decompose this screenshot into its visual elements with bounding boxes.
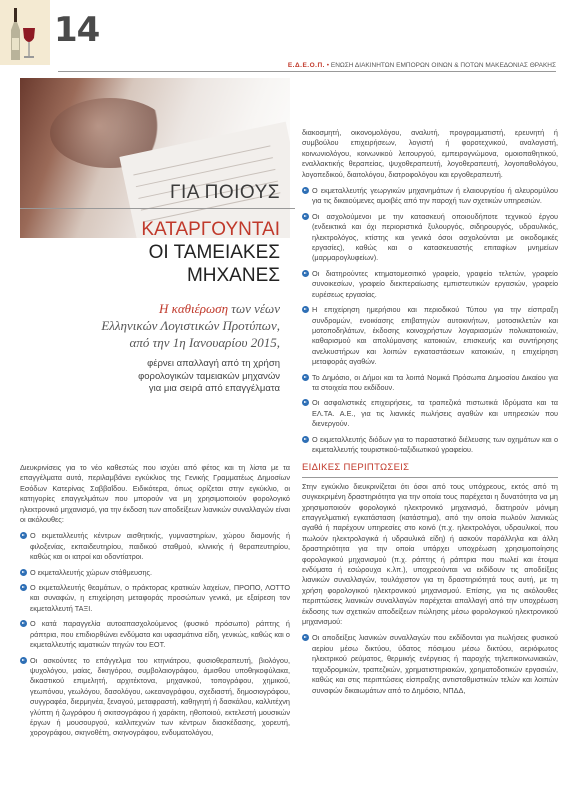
title-line-1: ΚΑΤΑΡΓΟΥΝΤΑΙ <box>141 219 280 240</box>
list-item: Ο εκμεταλλευτής θεαμάτων, ο πράκτορας κρατικών λαχείων, ΠΡΟΠΟ, ΛΟΤΤΟ και συναφών, η επιχείρηση μεταφοράς προσώπων γενικά, με εξαίρεση τον εκμεταλλευτή ΤΑΞΙ. <box>20 583 290 614</box>
list-item: Ο εκμεταλλευτής χώρων στάθμευσης. <box>20 568 290 578</box>
list-item: Ο εκμεταλλευτής διόδων για το παραστατικό διέλευσης των οχημάτων και ο εκμεταλλευτής τουριστικού-ταξιδιωτικού γραφείου. <box>302 435 558 456</box>
list-item: Οι διατηρούντες κτηματομεσιτικό γραφείο, γραφείο τελετών, γραφείο συνοικεσίων, γραφείο διεκπεραίωσης εμπιστευτικών εργασιών, γραφείο ευρέσεως εργασίας. <box>302 269 558 300</box>
wine-bottle-icon <box>10 8 21 60</box>
article-subtitle <box>60 358 280 396</box>
lead-line-3: από την 1η Ιανουαρίου 2015, <box>129 335 280 350</box>
page-number: 14 <box>54 10 100 50</box>
list-item: Οι ασφαλιστικές επιχειρήσεις, τα τραπεζικά πιστωτικά Ιδρύματα και τα ΕΛ.ΤΑ. Α.Ε., για τις λιανικές πωλήσεις αγαθών και υπηρεσιών που διενεργούν. <box>302 398 558 429</box>
org-acronym: Ε.Δ.Ε.Ο.Π. <box>287 62 325 69</box>
lead-line-2: Ελληνικών Λογιστικών Προτύπων, <box>101 318 280 333</box>
lead-highlight: Η καθιέρωση <box>158 301 229 316</box>
wine-logo-box <box>0 0 50 65</box>
subtitle-line-3: για μια σειρά από επαγγέλματα <box>148 383 280 394</box>
list-item: Ο κατά παραγγελία αυτοαπασχολούμενος (φυσικό πρόσωπο) ράπτης ή ράπτρια, που επιδιορθώνει ενδύματα και υφασμάτινα είδη, γενικώς, καθώς και ο εκμεταλλευτής ιαματικών πηγών του ΕΟΤ. <box>20 619 290 650</box>
article-title <box>141 218 280 287</box>
list-item: Οι ασκούντες το επάγγελμα του κτηνιάτρου, φυσιοθεραπευτή, βιολόγου, ψυχολόγου, μαίας, δικηγόρου, συμβολαιογράφου, άμισθου υποθηκοφύλακα, δικαστικού επιμελητή, αρχιτέκτονα, μηχανικού, τοπογράφου, χημικού, γεωπόνου, γεωλόγου, δασολόγου, ωκεανογράφου, σχεδιαστή, δημοσιογράφου, συγγραφέα, διερμηνέα, ξεναγού, μεταφραστή, καθηγητή ή δασκάλου, καλλιτέχνη γλύπτη ή ζωγράφου ή σκιτσογράφου ή χαράκτη, ηθοποιού, εκτελεστή μουσικών έργων ή μουσουργού, καλλιτεχνών των κέντρων διασκέδασης, χορευτή, χορογράφου, σκηνοθέτη, σκηνογράφου, ενδυματολόγου, <box>20 656 290 739</box>
section-paragraph: Στην εγκύκλιο διευκρινίζεται ότι όσοι από τους υπόχρεους, εκτός από τη συγκεκριμένη δραστηριότητα για την οποία τους παρέχεται η δυνατότητα να μη χρησιμοποιούν φορολογικό ηλεκτρονικό μηχανισμό, διατηρούν μόνιμη επαγγελματική εγκατάσταση (κατάστημα), από την οποία πωλούν λιανικώς αγαθά ή παρέχουν υπηρεσίες στο κοινό (π.χ. ηλεκτρολόγοι, υδραυλικοί, που πωλούν ηλεκτρολογικά ή υδραυλικά είδη) ή ασκούν παράλληλα και άλλη δραστηριότητα για την οποία υπάρχει υποχρέωση χρησιμοποίησης φορολογικού μηχανισμού (π.χ. ράπτης ή ράπτρια που πωλεί και έτοιμα ενδύματα ή εσώρουχα κ.λπ.), υποχρεούνται να εκδίδουν τις αποδείξεις λιανικών συναλλαγών, τουλάχιστον για τη δραστηριότητά τους αυτή, με τη χρήση φορολογικού ηλεκτρονικού μηχανισμού. Επίσης, για τις ακόλουθες περιπτώσεις λιανικών συναλλαγών παρέχεται απαλλαγή από την υποχρέωση έκδοσης των σχετικών αποδείξεων πώλησης μέσω φορολογικού ηλεκτρονικού μηχανισμού: <box>302 481 558 627</box>
title-line-2: ΟΙ ΤΑΜΕΙΑΚΕΣ <box>148 242 280 263</box>
running-head <box>288 62 556 69</box>
list-item: Η επιχείρηση ημερήσιου και περιοδικού Τύπου για την είσπραξη συνδρομών, ενοικίασης επιβατηγών αυτοκινήτων, μοτοσικλετών και μοτοποδηλάτων, έκδοσης κοινοχρήστων λογαριασμών πολυκατοικιών, καθαρισμού και απολύμανσης κατοικιών, επισκευής και συντήρησης ανελκυστήρων και λοιπών εγκαταστάσεων κατοικιών, η επιχείρηση μεταφοράς αγαθών. <box>302 305 558 367</box>
list-item: Το Δημόσιο, οι Δήμοι και τα λοιπά Νομικά Πρόσωπα Δημοσίου Δικαίου για τα στοιχεία που εκδίδουν. <box>302 373 558 394</box>
list-item: Ο εκμεταλλευτής κέντρων αισθητικής, γυμναστηρίων, χώρου διαμονής ή φιλοξενίας, εκπαιδευτηρίου, παιδικού σταθμού, κλινικής ή θεραπευτηρίου, καθώς και οι ιατροί και οδοντίατροι. <box>20 531 290 562</box>
right-column <box>302 128 558 701</box>
intro-paragraph: Διευκρινίσεις για το νέο καθεστώς που ισχύει από φέτος και τη λίστα με τα επαγγέλματα αυτά, περιλαμβάνει εγκύκλιος της Γενικής Γραμματέως Δημοσίων Εσόδων Κατερίνας Σαββαΐδου. Ειδικότερα, όπως ορίζεται στην εγκύκλιο, οι κατηγορίες επαγγελμάτων που μπορούν να μη χρησιμοποιούν φορολογικό ηλεκτρονικό μηχανισμό, για την έκδοση των αποδείξεων λιανικών συναλλαγών είναι οι ακόλουθες: <box>20 463 290 525</box>
left-column <box>20 463 290 744</box>
subtitle-line-2: φορολογικών ταμειακών μηχανών <box>138 370 280 382</box>
header-rule <box>58 71 556 72</box>
article-photo <box>20 78 290 238</box>
title-rule <box>20 208 295 209</box>
wine-glass-icon <box>22 28 36 60</box>
article-kicker: ΓΙΑ ΠΟΙΟΥΣ <box>169 182 280 203</box>
separator-dot: • <box>326 62 330 69</box>
lead-line-1b: των νέων <box>231 301 280 316</box>
section-rule <box>302 477 558 478</box>
subtitle-line-1: φέρνει απαλλαγή από τη χρήση <box>147 358 280 369</box>
list-item: Οι ασχολούμενοι με την κατασκευή οποιουδήποτε τεχνικού έργου (ενδεικτικά και όχι περιοριστικά ξυλουργός, σιδηρουργός, υδραυλικός, ηλεκτρολόγος, κτίστης και γενικά όσοι ασχολούνται με οικοδομικές εργασίες), καθώς και ο κατασκευαστής επιταφίων μνημείων (μαρμαρογλυφείων). <box>302 212 558 264</box>
list-item: Ο εκμεταλλευτής γεωργικών μηχανημάτων ή ελαιουργείου ή αλευρομύλου για τις δικαιούμενες αμοιβές από την παροχή των σχετικών υπηρεσιών. <box>302 186 558 207</box>
org-full-name: ΕΝΩΣΗ ΔΙΑΚΙΝΗΤΩΝ ΕΜΠΟΡΩΝ ΟΙΝΩΝ & ΠΟΤΩΝ ΜΑΚΕΔΟΝΙΑΣ ΘΡΑΚΗΣ <box>330 62 556 69</box>
article-lead <box>10 300 280 351</box>
list-item: Οι αποδείξεις λιανικών συναλλαγών που εκδίδονται για πωλήσεις φυσικού αερίου μέσω δικτύου, ύδατος πόσιμου μέσω δικτύου, αεριόφωτος ηλεκτρικού ρεύματος, θερμικής ενέργειας ή παροχής τηλεπικοινωνιακών, ταχυδρομικών, τραπεζικών, χρηματιστηριακών, χρηματοδοτικών εργασιών, καθώς και στις περιπτώσεις είσπραξης αντισταθμιστικών τελών και λοιπών συναφών δικαιωμάτων από το Δημόσιο, ΝΠΔΔ, <box>302 633 558 695</box>
section-heading: ΕΙΔΙΚΕΣ ΠΕΡΙΠΤΩΣΕΙΣ <box>302 462 410 474</box>
continued-paragraph: διακοσμητή, οικονομολόγου, αναλυτή, προγραμματιστή, ερευνητή ή συμβούλου επιχειρήσεων, λογιστή ή φοροτεχνικού, αναλογιστή, κοινωνιολόγου, κοινωνικού λειτουργού, εμπειρογνώμονα, ομοιοπαθητικού, εναλλακτικής θεραπείας, ψυχοθεραπευτή, λογοθεραπευτή, λογοπαθολόγου, λογοπεδικού, διαιτολόγου, διατροφολόγου και εργοθεραπευτή. <box>302 128 558 179</box>
title-line-3: ΜΗΧΑΝΕΣ <box>186 265 280 286</box>
